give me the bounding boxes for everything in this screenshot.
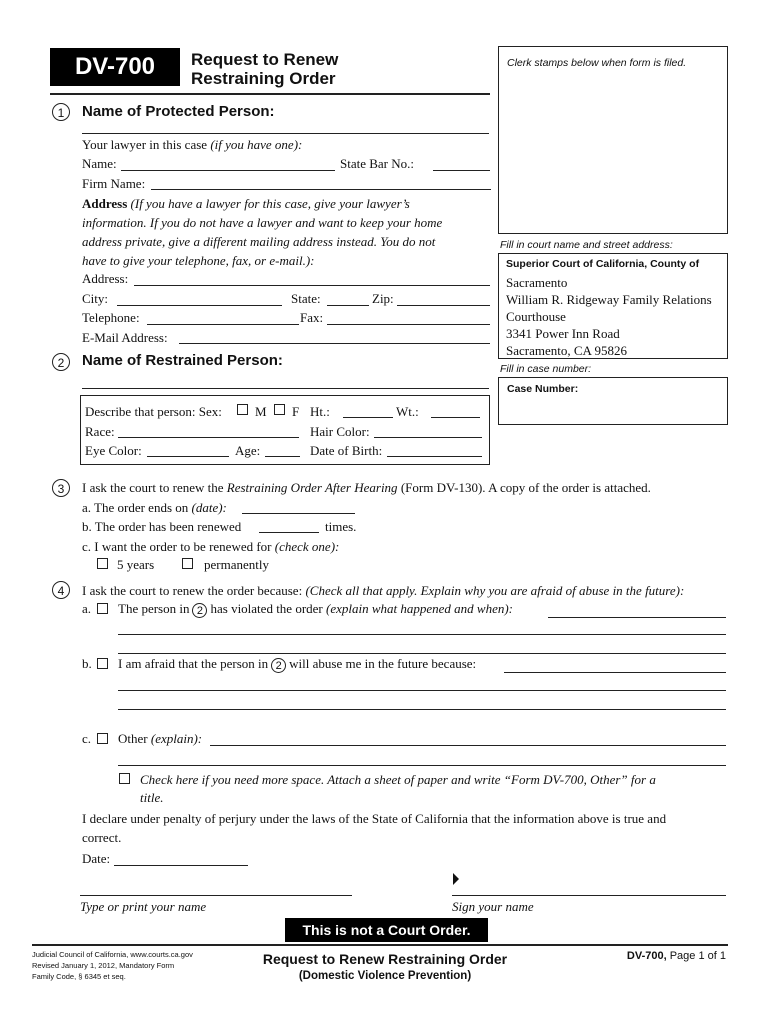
- protected-name-field[interactable]: [82, 133, 489, 134]
- court-line-1: Sacramento: [506, 275, 568, 290]
- footer-center: [240, 950, 530, 984]
- s3-c-label: c.: [82, 539, 92, 554]
- weight-field[interactable]: [431, 402, 480, 418]
- footer-left-1: Judicial Council of California, www.courts.ca.gov: [32, 950, 193, 959]
- describe-label: Describe that person: Sex:: [85, 404, 222, 419]
- s3-a-text: The order ends on: [94, 500, 189, 515]
- date-field[interactable]: [114, 850, 248, 866]
- signature-line[interactable]: [452, 895, 726, 896]
- weight-label: Wt.:: [396, 404, 419, 419]
- case-number-box[interactable]: [498, 377, 728, 425]
- s3-intro-italic: Restraining Order After Hearing: [226, 480, 398, 495]
- footer-left-2: Revised January 1, 2012, Mandatory Form: [32, 961, 175, 970]
- declaration-line-1: I declare under penalty of perjury under the laws of the State of California that the information above is true and: [82, 811, 667, 826]
- court-title: Superior Court of California, County of: [506, 258, 700, 270]
- address-label: Address:: [82, 271, 129, 286]
- telephone-field[interactable]: [147, 309, 299, 325]
- other-explain-line-2[interactable]: [118, 765, 726, 766]
- afraid-abuse-checkbox[interactable]: [97, 658, 108, 669]
- more-space-line-1: Check here if you need more space. Attach a sheet of paper and write “Form DV-700, Other” for a: [140, 772, 656, 787]
- zip-label: Zip:: [372, 291, 394, 306]
- permanently-label: permanently: [204, 557, 269, 572]
- eye-color-label: Eye Color:: [85, 443, 142, 458]
- firm-name-field[interactable]: [151, 174, 491, 190]
- times-renewed-field[interactable]: [259, 517, 319, 533]
- not-court-order-banner: [285, 918, 488, 942]
- state-field[interactable]: [327, 290, 369, 306]
- afraid-explain-line-2[interactable]: [118, 690, 726, 691]
- lawyer-prefix: Your lawyer in this case: [82, 137, 208, 152]
- violation-explain-line-3[interactable]: [118, 653, 726, 654]
- court-address: [506, 274, 712, 359]
- age-field[interactable]: [265, 441, 300, 457]
- violation-explain-line-2[interactable]: [118, 634, 726, 635]
- s4-a-italic: (explain what happened and when):: [326, 601, 514, 616]
- restrained-name-field[interactable]: [82, 388, 489, 389]
- address-instructions: [82, 194, 482, 270]
- violated-order-checkbox[interactable]: [97, 603, 108, 614]
- hair-color-label: Hair Color:: [310, 424, 370, 439]
- race-label: Race:: [85, 424, 115, 439]
- order-end-date-field[interactable]: [242, 498, 355, 514]
- more-space-text: [140, 771, 656, 807]
- five-years-label: 5 years: [117, 557, 155, 572]
- age-label: Age:: [235, 443, 261, 458]
- five-years-checkbox[interactable]: [97, 558, 108, 569]
- footer-left: [32, 949, 193, 982]
- s3-intro-b: (Form DV-130). A copy of the order is attached.: [400, 480, 651, 495]
- s4-a: [118, 601, 513, 618]
- footer-right-form: DV-700,: [626, 950, 667, 962]
- lawyer-name-label: Name:: [82, 156, 117, 171]
- violation-explain-line-1[interactable]: [548, 617, 726, 618]
- sign-arrow-icon: [453, 873, 459, 885]
- s3-intro-a: I ask the court to renew the: [82, 480, 224, 495]
- form-id-box: [50, 48, 180, 86]
- section-3-number: 3: [52, 479, 70, 497]
- address-field[interactable]: [134, 270, 490, 286]
- court-fill-label: Fill in court name and street address:: [500, 239, 673, 251]
- footer-center-sub: (Domestic Violence Prevention): [298, 970, 472, 982]
- s3-b-text: The order has been renewed: [94, 519, 242, 534]
- section-4-intro: [82, 583, 684, 599]
- afraid-explain-line-1[interactable]: [504, 672, 726, 673]
- title-line-2: Restraining Order: [191, 69, 336, 88]
- permanently-checkbox[interactable]: [182, 558, 193, 569]
- s4-c-label: c.: [82, 731, 92, 746]
- address-instr-4: have to give your telephone, fax, or e-mail.):: [82, 253, 315, 268]
- email-field[interactable]: [179, 328, 490, 344]
- case-fill-label: Fill in case number:: [500, 363, 592, 375]
- other-explain-line-1[interactable]: [210, 745, 726, 746]
- other-checkbox[interactable]: [97, 733, 108, 744]
- fax-field[interactable]: [327, 309, 490, 325]
- email-label: E-Mail Address:: [82, 330, 168, 345]
- court-box: [498, 253, 728, 359]
- state-label: State:: [291, 291, 321, 306]
- sex-f-label: F: [292, 404, 300, 419]
- declaration-line-2: correct.: [82, 830, 122, 845]
- section-1-number: 1: [52, 103, 70, 121]
- court-line-3: Courthouse: [506, 309, 566, 324]
- state-bar-label: State Bar No.:: [340, 156, 415, 171]
- s4-a-text1: The person in: [118, 601, 190, 616]
- height-label: Ht.:: [310, 404, 330, 419]
- sex-f-checkbox[interactable]: [274, 404, 285, 415]
- print-name-line[interactable]: [80, 895, 352, 896]
- s4-b-text2: will abuse me in the future because:: [289, 656, 477, 671]
- city-label: City:: [82, 291, 109, 306]
- s4-c: [118, 731, 202, 747]
- section-4-number: 4: [52, 581, 70, 599]
- dob-label: Date of Birth:: [310, 443, 383, 458]
- court-line-2: William R. Ridgeway Family Relations: [506, 292, 712, 307]
- sex-m-checkbox[interactable]: [237, 404, 248, 415]
- footer-divider: [32, 944, 728, 946]
- clerk-note: Clerk stamps below when form is filed.: [507, 57, 687, 69]
- banner-text: This is not a Court Order.: [302, 922, 471, 938]
- s4-a-label: a.: [82, 601, 92, 616]
- s3-a: [82, 500, 227, 516]
- afraid-explain-line-3[interactable]: [118, 709, 726, 710]
- s3-a-italic: (date):: [191, 500, 227, 515]
- declaration-text: [82, 809, 666, 847]
- zip-field[interactable]: [397, 290, 490, 306]
- lawyer-suffix: (if you have one):: [210, 137, 303, 152]
- s4-b-text1: I am afraid that the person in: [118, 656, 269, 671]
- hair-color-field[interactable]: [374, 422, 482, 438]
- case-number-label: Case Number:: [507, 383, 579, 395]
- s3-b-times: times.: [325, 519, 357, 534]
- address-instr-2: information. If you do not have a lawyer and want to keep your home: [82, 215, 443, 230]
- s4-a-text2: has violated the order: [210, 601, 323, 616]
- city-field[interactable]: [117, 290, 282, 306]
- telephone-label: Telephone:: [82, 310, 140, 325]
- s4-b-ref: 2: [271, 658, 286, 673]
- print-name-label: Type or print your name: [80, 899, 207, 914]
- lawyer-name-field[interactable]: [121, 155, 335, 171]
- header-divider: [50, 93, 490, 95]
- court-line-5: Sacramento, CA 95826: [506, 343, 627, 358]
- eye-color-field[interactable]: [147, 441, 229, 457]
- section-2-number: 2: [52, 353, 70, 371]
- race-field[interactable]: [118, 422, 299, 438]
- footer-center-title: Request to Renew Restraining Order: [262, 951, 508, 967]
- section-1-heading: Name of Protected Person:: [82, 103, 275, 120]
- s4-c-text: Other: [118, 731, 148, 746]
- more-space-checkbox[interactable]: [119, 773, 130, 784]
- s3-c: [82, 539, 339, 555]
- more-space-line-2: title.: [140, 790, 164, 805]
- firm-name-label: Firm Name:: [82, 176, 146, 191]
- address-instr-1: (If you have a lawyer for this case, give your lawyer’s: [130, 196, 410, 211]
- date-label: Date:: [82, 851, 111, 866]
- section-2-heading: Name of Restrained Person:: [82, 352, 283, 369]
- sign-name-label: Sign your name: [452, 899, 534, 914]
- s3-a-label: a.: [82, 500, 92, 515]
- s4-a-ref: 2: [192, 603, 207, 618]
- clerk-stamp-box: [498, 46, 728, 234]
- address-bold: Address: [82, 196, 128, 211]
- s3-b-label: b.: [82, 519, 92, 534]
- form-id: DV-700: [74, 53, 156, 80]
- state-bar-field[interactable]: [433, 155, 490, 171]
- s4-intro: I ask the court to renew the order because:: [82, 583, 303, 598]
- fax-label: Fax:: [300, 310, 324, 325]
- s4-c-italic: (explain):: [150, 731, 203, 746]
- footer-left-3: Family Code, § 6345 et seq.: [32, 972, 126, 981]
- lawyer-line: [82, 137, 302, 153]
- title-line-1: Request to Renew: [191, 50, 339, 69]
- height-field[interactable]: [343, 402, 393, 418]
- footer-right-page: Page 1 of 1: [669, 950, 726, 962]
- sex-m-label: M: [255, 404, 267, 419]
- s3-c-text: I want the order to be renewed for: [94, 539, 272, 554]
- court-line-4: 3341 Power Inn Road: [506, 326, 620, 341]
- footer-right: [627, 950, 726, 962]
- dob-field[interactable]: [387, 441, 482, 457]
- s4-intro-italic: (Check all that apply. Explain why you are afraid of abuse in the future):: [305, 583, 685, 598]
- s4-b-label: b.: [82, 656, 92, 671]
- s3-b: [82, 519, 241, 535]
- form-title: [191, 50, 338, 88]
- s3-c-italic: (check one):: [274, 539, 340, 554]
- address-instr-3: address private, give a different mailing address instead. You do not: [82, 234, 436, 249]
- s4-b: [118, 656, 476, 673]
- section-3-intro: [82, 480, 651, 496]
